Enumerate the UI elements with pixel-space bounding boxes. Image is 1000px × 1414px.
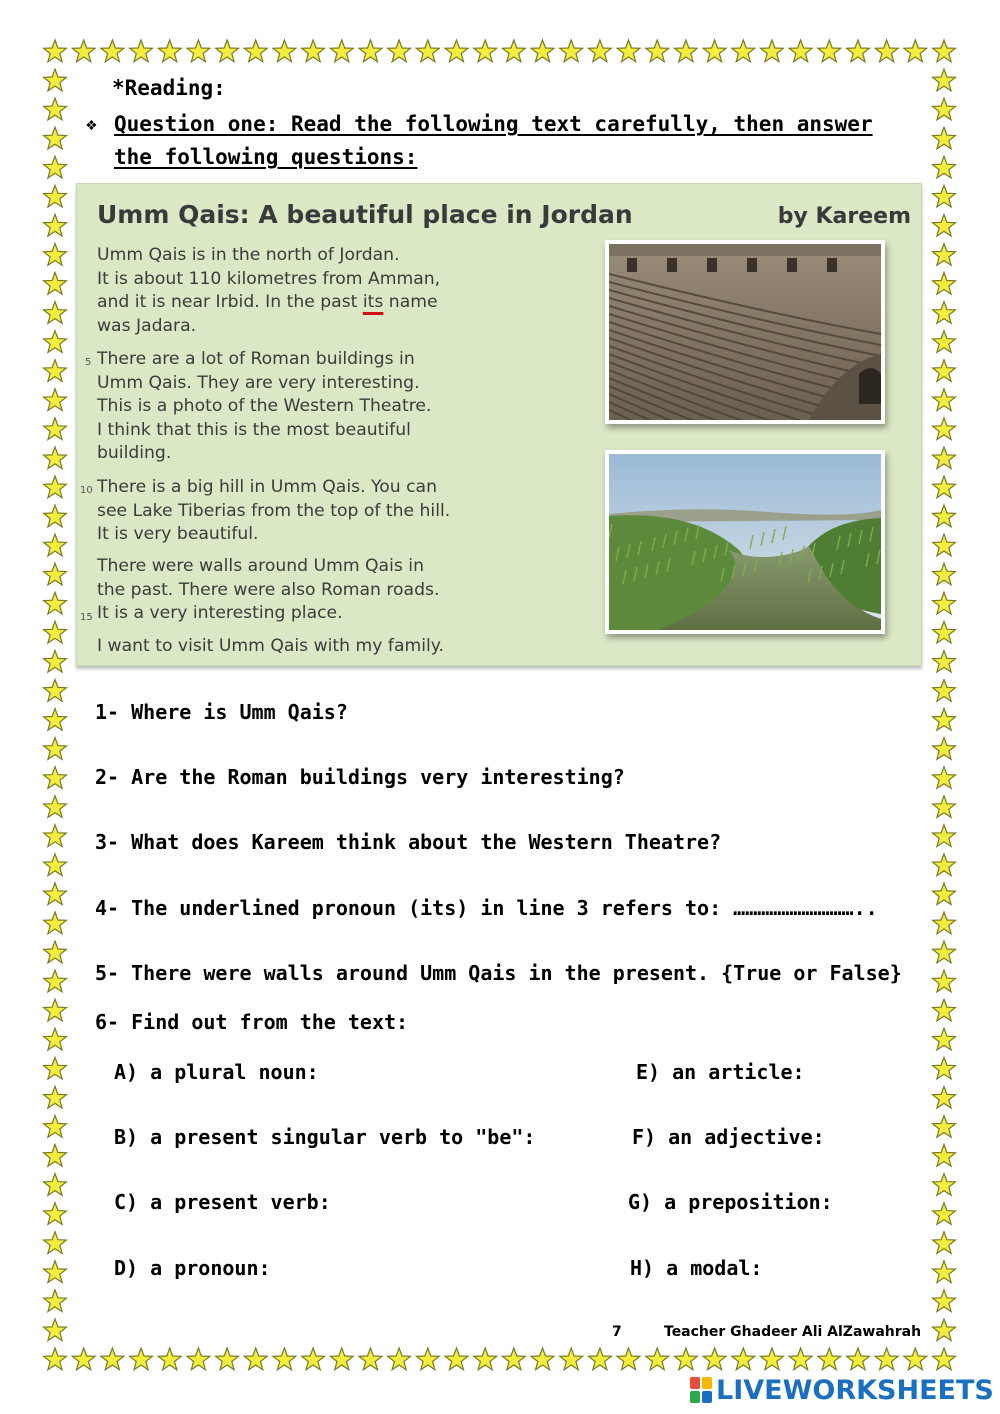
star-border-icon (158, 1348, 181, 1370)
passage-paragraph-5 (97, 635, 497, 659)
question-3: 3- What does Kareem think about the Western Theatre? (95, 830, 722, 854)
find-item-c: C) a present verb: (114, 1190, 331, 1214)
star-border-icon (44, 156, 67, 178)
star-border-icon (216, 1348, 239, 1370)
star-border-icon (44, 854, 67, 876)
passage-line: There are a lot of Roman buildings in (97, 349, 415, 369)
star-border-icon (44, 825, 67, 847)
star-border-icon (44, 767, 67, 789)
star-border-icon (44, 563, 67, 585)
passage-line: I want to visit Umm Qais with my family. (97, 636, 444, 656)
river-landscape-photo (605, 450, 885, 634)
star-border-icon (244, 40, 267, 62)
star-border-icon (732, 40, 755, 62)
line-number-5: 5 (85, 357, 92, 368)
star-border-icon (44, 796, 67, 818)
star-border-icon (617, 1348, 640, 1370)
star-border-icon (933, 244, 956, 266)
star-border-icon (302, 40, 325, 62)
star-border-icon (933, 1319, 956, 1341)
star-border-icon (44, 127, 67, 149)
passage-line: building. (97, 443, 172, 464)
reading-label: *Reading: (112, 76, 226, 100)
star-border-icon (44, 331, 67, 353)
star-border-icon (44, 447, 67, 469)
star-border-icon (273, 40, 296, 62)
star-border-icon (502, 40, 525, 62)
liveworksheets-logo-icon (690, 1377, 712, 1403)
star-border-icon (44, 1028, 67, 1050)
passage-title: Umm Qais: A beautiful place in Jordan (97, 200, 633, 229)
star-border-icon (44, 650, 67, 672)
star-border-icon (933, 650, 956, 672)
passage-line: There is a big hill in Umm Qais. You can (97, 477, 437, 497)
star-border-icon (933, 621, 956, 643)
star-border-icon (933, 302, 956, 324)
find-item-b: B) a present singular verb to "be": (114, 1125, 536, 1149)
star-border-icon (904, 1348, 927, 1370)
passage-line: the past. There were also Roman roads. (97, 579, 440, 600)
western-theatre-photo (605, 240, 885, 424)
find-item-h: H) a modal: (630, 1256, 763, 1280)
star-border-icon (933, 592, 956, 614)
find-item-e: E) an article: (636, 1060, 805, 1084)
star-border-icon (933, 156, 956, 178)
star-border-icon (933, 1145, 956, 1167)
star-border-icon (933, 389, 956, 411)
star-border-icon (44, 505, 67, 527)
star-border-icon (44, 883, 67, 905)
star-border-icon (646, 40, 669, 62)
star-border-icon (44, 738, 67, 760)
passage-line: It is very beautiful. (97, 524, 259, 545)
star-border-icon (761, 40, 784, 62)
star-border-icon (761, 1348, 784, 1370)
star-border-icon (847, 1348, 870, 1370)
star-border-icon (933, 447, 956, 469)
star-border-icon (44, 1086, 67, 1108)
star-border-icon (675, 1348, 698, 1370)
star-border-icon (789, 40, 812, 62)
passage-paragraph-1 (97, 244, 497, 338)
star-border-icon (589, 40, 612, 62)
star-border-icon (44, 941, 67, 963)
star-border-icon (101, 40, 124, 62)
star-border-icon (933, 825, 956, 847)
star-border-icon (44, 244, 67, 266)
star-border-icon (818, 40, 841, 62)
star-border-icon (703, 40, 726, 62)
star-border-icon (44, 680, 67, 702)
star-border-icon (933, 709, 956, 731)
find-item-g: G) a preposition: (628, 1190, 833, 1214)
star-border-icon (933, 738, 956, 760)
star-border-icon (933, 1028, 956, 1050)
star-border-icon (445, 40, 468, 62)
question-1: 1- Where is Umm Qais? (95, 700, 348, 724)
page-number: 7 (612, 1324, 622, 1340)
star-border-icon (44, 98, 67, 120)
star-border-icon (531, 1348, 554, 1370)
star-border-icon (216, 40, 239, 62)
star-border-icon (44, 418, 67, 440)
star-border-icon (388, 40, 411, 62)
star-border-icon (158, 40, 181, 62)
passage-line: I think that this is the most beautiful (97, 419, 411, 440)
star-border-icon (130, 40, 153, 62)
star-border-icon (933, 970, 956, 992)
star-border-icon (933, 1174, 956, 1196)
star-border-icon (44, 214, 67, 236)
star-border-icon (933, 127, 956, 149)
passage-author: by Kareem (777, 204, 911, 229)
passage-paragraph-4 (97, 555, 497, 626)
star-border-icon (44, 621, 67, 643)
star-border-icon (933, 331, 956, 353)
star-border-icon (933, 534, 956, 556)
passage-line: This is a photo of the Western Theatre. (97, 396, 432, 417)
star-border-icon (359, 40, 382, 62)
star-border-icon (933, 883, 956, 905)
star-border-icon (44, 360, 67, 382)
star-border-icon (44, 592, 67, 614)
star-border-icon (101, 1348, 124, 1370)
star-border-icon (44, 1290, 67, 1312)
star-border-icon (904, 40, 927, 62)
star-border-icon (933, 69, 956, 91)
question-2: 2- Are the Roman buildings very interesting? (95, 765, 625, 789)
star-border-icon (933, 941, 956, 963)
passage-line: It is a very interesting place. (97, 603, 343, 624)
star-border-icon (502, 1348, 525, 1370)
star-border-icon (416, 40, 439, 62)
star-border-icon (933, 476, 956, 498)
star-border-icon (531, 40, 554, 62)
star-border-icon (933, 1086, 956, 1108)
question-one-heading (86, 108, 876, 174)
question-6: 6- Find out from the text: (95, 1010, 409, 1034)
star-border-icon (933, 912, 956, 934)
find-item-d: D) a pronoun: (114, 1256, 271, 1280)
star-border-icon (933, 1290, 956, 1312)
star-border-icon (388, 1348, 411, 1370)
diamond-bullet-icon: ❖ (86, 114, 97, 135)
star-border-icon (130, 1348, 153, 1370)
star-border-icon (933, 273, 956, 295)
passage-paragraph-2 (97, 348, 497, 466)
star-border-icon (560, 40, 583, 62)
question-one-text: Question one: Read the following text carefully, then answer the following questions: (114, 112, 873, 169)
star-border-icon (933, 1348, 956, 1370)
star-border-icon (44, 912, 67, 934)
star-border-icon (589, 1348, 612, 1370)
star-border-icon (933, 185, 956, 207)
star-border-icon (187, 1348, 210, 1370)
passage-line: Umm Qais. They are very interesting. (97, 372, 420, 393)
star-border-icon (44, 709, 67, 731)
line-number-10: 10 (80, 485, 93, 496)
star-border-icon (44, 302, 67, 324)
star-border-icon (875, 40, 898, 62)
star-border-icon (44, 273, 67, 295)
star-border-icon (44, 1057, 67, 1079)
star-border-icon (933, 796, 956, 818)
star-border-icon (732, 1348, 755, 1370)
star-border-icon (875, 1348, 898, 1370)
star-border-icon (44, 40, 67, 62)
star-border-icon (933, 98, 956, 120)
star-border-icon (44, 534, 67, 556)
star-border-icon (359, 1348, 382, 1370)
question-4: 4- The underlined pronoun (its) in line 3 refers to: ………………………….. (95, 896, 878, 920)
star-border-icon (933, 1232, 956, 1254)
star-border-icon (933, 1116, 956, 1138)
star-border-icon (933, 767, 956, 789)
star-border-icon (44, 970, 67, 992)
star-border-icon (44, 1261, 67, 1283)
star-border-icon (617, 40, 640, 62)
star-border-icon (933, 418, 956, 440)
star-border-icon (933, 1261, 956, 1283)
star-border-icon (416, 1348, 439, 1370)
passage-line: and it is near Irbid. In the past its name (97, 292, 438, 313)
star-border-icon (44, 1232, 67, 1254)
star-border-icon (44, 1116, 67, 1138)
star-border-icon (72, 40, 95, 62)
star-border-icon (933, 1203, 956, 1225)
star-border-icon (302, 1348, 325, 1370)
passage-line: Umm Qais is in the north of Jordan. (97, 245, 400, 265)
star-border-icon (933, 999, 956, 1021)
star-border-icon (44, 1348, 67, 1370)
star-border-icon (560, 1348, 583, 1370)
star-border-icon (44, 389, 67, 411)
question-5: 5- There were walls around Umm Qais in the present. {True or False} (95, 961, 902, 985)
teacher-credit: Teacher Ghadeer Ali AlZawahrah (664, 1324, 922, 1340)
star-border-icon (933, 505, 956, 527)
star-border-icon (646, 1348, 669, 1370)
passage-paragraph-3 (97, 476, 497, 547)
star-border-icon (44, 185, 67, 207)
star-border-icon (44, 1145, 67, 1167)
star-border-icon (933, 680, 956, 702)
star-border-icon (72, 1348, 95, 1370)
liveworksheets-logo-text: LIVEWORKSHEETS (716, 1374, 994, 1406)
star-border-icon (474, 1348, 497, 1370)
star-border-icon (273, 1348, 296, 1370)
underlined-pronoun-its: its (362, 292, 384, 313)
star-border-icon (330, 40, 353, 62)
star-border-icon (933, 563, 956, 585)
star-border-icon (244, 1348, 267, 1370)
star-border-icon (933, 1057, 956, 1079)
star-border-icon (847, 40, 870, 62)
star-border-icon (933, 40, 956, 62)
star-border-icon (44, 999, 67, 1021)
find-item-a: A) a plural noun: (114, 1060, 319, 1084)
star-border-icon (44, 1174, 67, 1196)
star-border-icon (933, 214, 956, 236)
line-number-15: 15 (80, 612, 93, 623)
passage-line: see Lake Tiberias from the top of the hill. (97, 500, 451, 521)
star-border-icon (44, 1203, 67, 1225)
star-border-icon (44, 69, 67, 91)
reading-passage (76, 183, 922, 666)
passage-line: There were walls around Umm Qais in (97, 556, 424, 576)
star-border-icon (44, 1319, 67, 1341)
star-border-icon (818, 1348, 841, 1370)
star-border-icon (474, 40, 497, 62)
star-border-icon (675, 40, 698, 62)
star-border-icon (703, 1348, 726, 1370)
liveworksheets-logo[interactable] (690, 1373, 994, 1407)
star-border-icon (933, 854, 956, 876)
star-border-icon (789, 1348, 812, 1370)
star-border-icon (330, 1348, 353, 1370)
find-item-f: F) an adjective: (632, 1125, 825, 1149)
star-border-icon (44, 476, 67, 498)
star-border-icon (187, 40, 210, 62)
star-border-icon (445, 1348, 468, 1370)
star-border-icon (933, 360, 956, 382)
passage-line: It is about 110 kilometres from Amman, (97, 268, 441, 289)
passage-line: was Jadara. (97, 315, 197, 336)
